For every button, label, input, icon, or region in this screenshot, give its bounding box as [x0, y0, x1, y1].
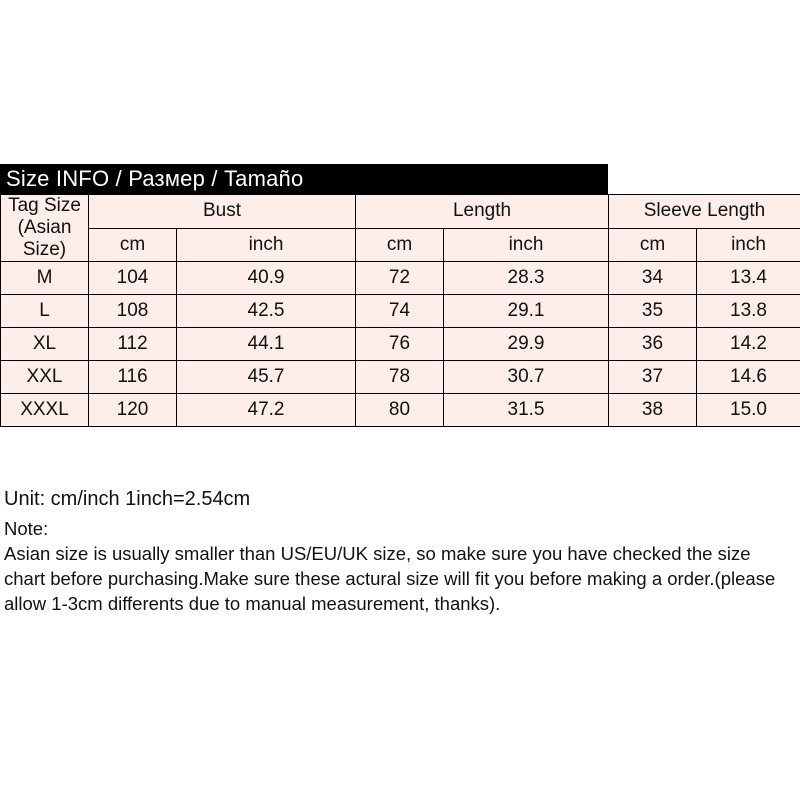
- cell-size: XXL: [1, 361, 89, 394]
- unit-conversion-note: Unit: cm/inch 1inch=2.54cm: [4, 488, 251, 510]
- cell-sleeve-inch: 14.6: [697, 361, 800, 394]
- note-text: Asian size is usually smaller than US/EU/UK size, so make sure you have checked the size chart before purchasing.Make sure these actural size will fit you before making a order.(please allow 1-3cm differents due to manual measurement, thanks).: [4, 543, 776, 614]
- column-header-sleeve-length: Sleeve Length: [609, 195, 800, 229]
- cell-length-inch: 29.1: [444, 295, 609, 328]
- cell-bust-cm: 108: [89, 295, 177, 328]
- column-header-sleeve-inch: inch: [697, 228, 800, 262]
- cell-length-cm: 74: [356, 295, 444, 328]
- cell-bust-inch: 40.9: [177, 262, 356, 295]
- note-block: [4, 516, 794, 616]
- cell-bust-inch: 44.1: [177, 328, 356, 361]
- cell-length-cm: 76: [356, 328, 444, 361]
- note-label: Note:: [4, 518, 49, 539]
- cell-length-inch: 29.9: [444, 328, 609, 361]
- cell-sleeve-inch: 15.0: [697, 394, 800, 427]
- column-header-bust: Bust: [89, 195, 356, 229]
- cell-bust-inch: 45.7: [177, 361, 356, 394]
- table-row: [1, 328, 800, 361]
- table-row: [1, 394, 800, 427]
- column-header-sleeve-cm: cm: [609, 228, 697, 262]
- cell-bust-cm: 116: [89, 361, 177, 394]
- cell-sleeve-inch: 13.4: [697, 262, 800, 295]
- cell-sleeve-cm: 37: [609, 361, 697, 394]
- cell-bust-cm: 120: [89, 394, 177, 427]
- cell-sleeve-inch: 14.2: [697, 328, 800, 361]
- column-header-tag-size: Tag Size (Asian Size): [1, 195, 89, 262]
- cell-length-cm: 80: [356, 394, 444, 427]
- table-row: [1, 295, 800, 328]
- page-title: Size INFO / Размер / Tamaño: [6, 166, 304, 191]
- table-row: [1, 361, 800, 394]
- column-header-length: Length: [356, 195, 609, 229]
- table-header-row-groups: [1, 195, 800, 229]
- cell-length-inch: 31.5: [444, 394, 609, 427]
- cell-size: XL: [1, 328, 89, 361]
- chart-title-bar: [0, 164, 608, 194]
- cell-bust-cm: 112: [89, 328, 177, 361]
- cell-size: XXXL: [1, 394, 89, 427]
- column-header-bust-inch: inch: [177, 228, 356, 262]
- table-header-row-units: [1, 228, 800, 262]
- size-table: [0, 194, 800, 427]
- cell-length-inch: 28.3: [444, 262, 609, 295]
- cell-sleeve-inch: 13.8: [697, 295, 800, 328]
- cell-bust-inch: 47.2: [177, 394, 356, 427]
- column-header-length-inch: inch: [444, 228, 609, 262]
- column-header-length-cm: cm: [356, 228, 444, 262]
- cell-sleeve-cm: 35: [609, 295, 697, 328]
- column-header-bust-cm: cm: [89, 228, 177, 262]
- cell-size: M: [1, 262, 89, 295]
- cell-length-cm: 72: [356, 262, 444, 295]
- table-row: [1, 262, 800, 295]
- cell-sleeve-cm: 38: [609, 394, 697, 427]
- cell-bust-inch: 42.5: [177, 295, 356, 328]
- cell-sleeve-cm: 34: [609, 262, 697, 295]
- size-chart: [0, 164, 800, 427]
- cell-length-cm: 78: [356, 361, 444, 394]
- cell-sleeve-cm: 36: [609, 328, 697, 361]
- cell-size: L: [1, 295, 89, 328]
- cell-bust-cm: 104: [89, 262, 177, 295]
- cell-length-inch: 30.7: [444, 361, 609, 394]
